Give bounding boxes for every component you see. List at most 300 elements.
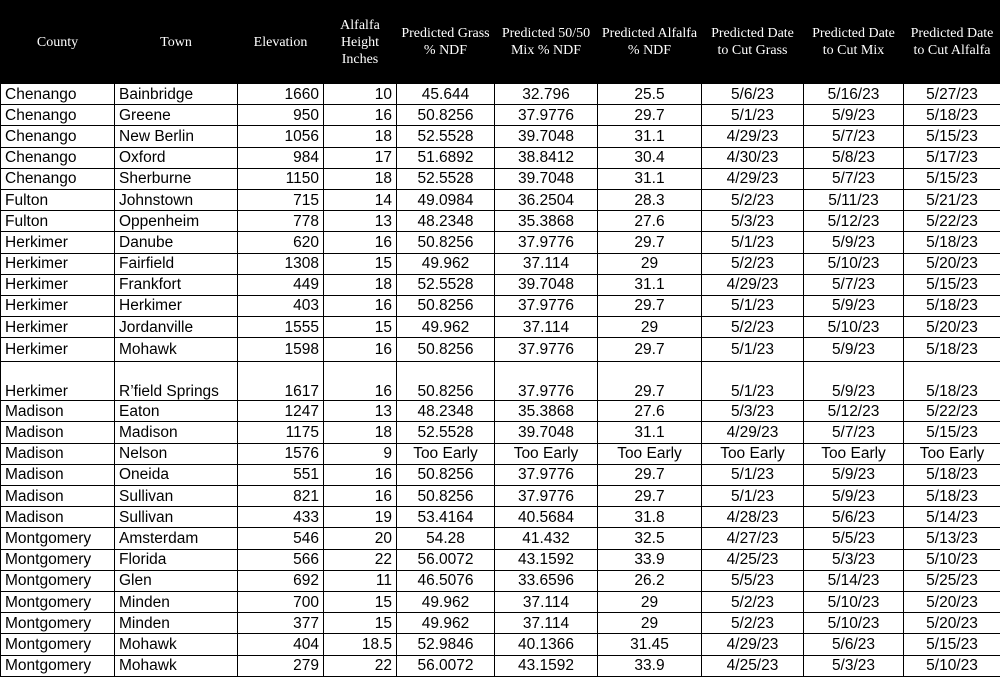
cell-county: Herkimer (1, 338, 115, 362)
cell-alfalfa-height: 18 (324, 274, 397, 295)
cell-elevation: 950 (238, 105, 324, 126)
cell-date-mix: 5/10/23 (804, 613, 904, 634)
cell-date-mix: 5/14/23 (804, 570, 904, 591)
cell-county: Madison (1, 486, 115, 507)
cell-date-alfalfa: 5/27/23 (904, 84, 1000, 105)
cell-date-grass: 4/27/23 (702, 528, 804, 549)
cell-town: Nelson (115, 443, 238, 464)
cell-elevation: 1150 (238, 168, 324, 189)
cell-mix-ndf: 37.114 (495, 317, 598, 338)
cell-mix-ndf: 39.7048 (495, 422, 598, 443)
cell-town: Herkimer (115, 295, 238, 316)
cell-date-alfalfa: 5/20/23 (904, 317, 1000, 338)
cell-date-grass: 4/25/23 (702, 549, 804, 570)
cell-alfalfa-ndf: 29.7 (598, 486, 702, 507)
cell-date-mix: 5/8/23 (804, 147, 904, 168)
cell-date-alfalfa: 5/10/23 (904, 549, 1000, 570)
cell-alfalfa-ndf: 31.1 (598, 274, 702, 295)
cell-alfalfa-height: 18 (324, 422, 397, 443)
cell-date-grass: 5/2/23 (702, 189, 804, 210)
header-date-grass: Predicted Date to Cut Grass (702, 1, 804, 84)
cell-mix-ndf: 37.114 (495, 253, 598, 274)
cell-county: Montgomery (1, 549, 115, 570)
cell-date-grass: 5/1/23 (702, 232, 804, 253)
cell-county: Herkimer (1, 362, 115, 401)
cell-grass-ndf: 49.962 (397, 613, 495, 634)
cell-grass-ndf: 50.8256 (397, 362, 495, 401)
cell-mix-ndf: 39.7048 (495, 168, 598, 189)
cell-mix-ndf: 37.9776 (495, 105, 598, 126)
cell-elevation: 404 (238, 634, 324, 655)
cell-town: Minden (115, 591, 238, 612)
cell-alfalfa-ndf: 25.5 (598, 84, 702, 105)
cell-town: Mohawk (115, 634, 238, 655)
cell-county: Fulton (1, 189, 115, 210)
cell-date-grass: 4/29/23 (702, 634, 804, 655)
table-row (1, 422, 1000, 443)
cell-alfalfa-height: 14 (324, 189, 397, 210)
cell-date-grass: 4/28/23 (702, 507, 804, 528)
cell-town: Oxford (115, 147, 238, 168)
cell-date-alfalfa: 5/18/23 (904, 338, 1000, 362)
cell-date-mix: 5/6/23 (804, 507, 904, 528)
cell-alfalfa-ndf: 27.6 (598, 401, 702, 422)
table-row (1, 253, 1000, 274)
table-row (1, 443, 1000, 464)
cell-elevation: 1598 (238, 338, 324, 362)
cell-town: Amsterdam (115, 528, 238, 549)
table-row (1, 613, 1000, 634)
cell-grass-ndf: 50.8256 (397, 232, 495, 253)
table-row (1, 147, 1000, 168)
cell-grass-ndf: 49.0984 (397, 189, 495, 210)
table-body (1, 84, 1000, 677)
cell-mix-ndf: 39.7048 (495, 274, 598, 295)
cell-alfalfa-height: 13 (324, 401, 397, 422)
cell-alfalfa-ndf: 31.8 (598, 507, 702, 528)
cell-date-grass: 5/1/23 (702, 362, 804, 401)
cell-elevation: 1056 (238, 126, 324, 147)
cell-county: Madison (1, 464, 115, 485)
header-elevation: Elevation (238, 1, 324, 84)
cell-elevation: 551 (238, 464, 324, 485)
cell-alfalfa-ndf: 31.1 (598, 168, 702, 189)
cell-date-alfalfa: 5/18/23 (904, 486, 1000, 507)
cell-date-grass: 5/1/23 (702, 105, 804, 126)
cell-alfalfa-height: 16 (324, 105, 397, 126)
cell-town: Danube (115, 232, 238, 253)
header-date-alfalfa: Predicted Date to Cut Alfalfa (904, 1, 1000, 84)
cell-town: Bainbridge (115, 84, 238, 105)
cell-date-mix: 5/10/23 (804, 591, 904, 612)
cell-elevation: 449 (238, 274, 324, 295)
cell-grass-ndf: 54.28 (397, 528, 495, 549)
cell-mix-ndf: 40.1366 (495, 634, 598, 655)
cell-date-mix: 5/9/23 (804, 105, 904, 126)
cell-mix-ndf: 39.7048 (495, 126, 598, 147)
cell-grass-ndf: 49.962 (397, 591, 495, 612)
table-row (1, 338, 1000, 362)
cell-elevation: 1175 (238, 422, 324, 443)
table-row (1, 232, 1000, 253)
cell-date-grass: 5/2/23 (702, 591, 804, 612)
cell-elevation: 715 (238, 189, 324, 210)
cell-date-grass: 5/5/23 (702, 570, 804, 591)
header-alfalfa-height: Alfalfa Height Inches (324, 1, 397, 84)
cell-alfalfa-ndf: Too Early (598, 443, 702, 464)
cell-town: Mohawk (115, 338, 238, 362)
table-row (1, 317, 1000, 338)
table-row (1, 189, 1000, 210)
cell-county: Madison (1, 422, 115, 443)
cell-mix-ndf: 36.2504 (495, 189, 598, 210)
cell-alfalfa-height: 15 (324, 613, 397, 634)
cell-grass-ndf: 52.5528 (397, 422, 495, 443)
cell-date-alfalfa: 5/15/23 (904, 422, 1000, 443)
cell-date-grass: 5/1/23 (702, 486, 804, 507)
header-mix-ndf: Predicted 50/50 Mix % NDF (495, 1, 598, 84)
cell-grass-ndf: 46.5076 (397, 570, 495, 591)
cell-grass-ndf: 50.8256 (397, 295, 495, 316)
cell-alfalfa-height: 22 (324, 655, 397, 676)
cell-county: Montgomery (1, 634, 115, 655)
cell-date-mix: 5/7/23 (804, 168, 904, 189)
cell-county: Chenango (1, 126, 115, 147)
cell-alfalfa-ndf: 29 (598, 613, 702, 634)
cell-elevation: 546 (238, 528, 324, 549)
cell-date-alfalfa: 5/20/23 (904, 613, 1000, 634)
cell-alfalfa-height: 15 (324, 591, 397, 612)
cell-elevation: 403 (238, 295, 324, 316)
cell-town: Oppenheim (115, 211, 238, 232)
cell-date-grass: 4/30/23 (702, 147, 804, 168)
cell-elevation: 433 (238, 507, 324, 528)
cell-alfalfa-height: 16 (324, 362, 397, 401)
cell-alfalfa-ndf: 27.6 (598, 211, 702, 232)
cell-alfalfa-ndf: 29.7 (598, 338, 702, 362)
cell-date-alfalfa: 5/15/23 (904, 274, 1000, 295)
cell-date-mix: 5/9/23 (804, 295, 904, 316)
cell-county: Chenango (1, 84, 115, 105)
cell-date-grass: 4/29/23 (702, 422, 804, 443)
cell-county: Chenango (1, 147, 115, 168)
cell-alfalfa-ndf: 29 (598, 591, 702, 612)
cell-town: Greene (115, 105, 238, 126)
cell-elevation: 1576 (238, 443, 324, 464)
cell-county: Herkimer (1, 274, 115, 295)
cell-date-grass: 5/2/23 (702, 317, 804, 338)
cell-mix-ndf: 37.9776 (495, 232, 598, 253)
cell-county: Herkimer (1, 253, 115, 274)
cell-grass-ndf: 50.8256 (397, 105, 495, 126)
cell-town: R’field Springs (115, 362, 238, 401)
cell-town: Frankfort (115, 274, 238, 295)
cell-date-grass: 4/25/23 (702, 655, 804, 676)
cell-grass-ndf: 56.0072 (397, 549, 495, 570)
cell-county: Madison (1, 443, 115, 464)
cell-grass-ndf: 52.5528 (397, 274, 495, 295)
cell-date-mix: 5/9/23 (804, 338, 904, 362)
cell-alfalfa-ndf: 29 (598, 317, 702, 338)
cell-elevation: 692 (238, 570, 324, 591)
table-row (1, 528, 1000, 549)
cell-town: Glen (115, 570, 238, 591)
cell-alfalfa-ndf: 29.7 (598, 295, 702, 316)
cell-alfalfa-ndf: 28.3 (598, 189, 702, 210)
cell-town: Jordanville (115, 317, 238, 338)
cell-date-mix: 5/16/23 (804, 84, 904, 105)
cell-alfalfa-height: 18 (324, 126, 397, 147)
cell-date-alfalfa: 5/20/23 (904, 591, 1000, 612)
cell-date-mix: 5/10/23 (804, 317, 904, 338)
cell-alfalfa-height: 9 (324, 443, 397, 464)
cell-elevation: 377 (238, 613, 324, 634)
cell-town: Minden (115, 613, 238, 634)
cell-alfalfa-height: 19 (324, 507, 397, 528)
cell-grass-ndf: 53.4164 (397, 507, 495, 528)
table-row (1, 168, 1000, 189)
cell-date-mix: 5/3/23 (804, 655, 904, 676)
cell-alfalfa-ndf: 29.7 (598, 464, 702, 485)
cell-alfalfa-ndf: 31.1 (598, 422, 702, 443)
cell-mix-ndf: 32.796 (495, 84, 598, 105)
cell-elevation: 566 (238, 549, 324, 570)
header-alfalfa-ndf: Predicted Alfalfa % NDF (598, 1, 702, 84)
cell-mix-ndf: 35.3868 (495, 211, 598, 232)
cell-date-mix: 5/7/23 (804, 422, 904, 443)
header-county: County (1, 1, 115, 84)
cell-alfalfa-ndf: 33.9 (598, 549, 702, 570)
cell-town: Sherburne (115, 168, 238, 189)
cell-county: Madison (1, 401, 115, 422)
cell-mix-ndf: 37.114 (495, 613, 598, 634)
cell-date-alfalfa: Too Early (904, 443, 1000, 464)
cell-elevation: 821 (238, 486, 324, 507)
cell-grass-ndf: 49.962 (397, 253, 495, 274)
cell-date-alfalfa: 5/25/23 (904, 570, 1000, 591)
cell-date-alfalfa: 5/18/23 (904, 105, 1000, 126)
cell-mix-ndf: 35.3868 (495, 401, 598, 422)
cell-county: Montgomery (1, 528, 115, 549)
cell-grass-ndf: Too Early (397, 443, 495, 464)
cell-date-mix: 5/3/23 (804, 549, 904, 570)
cell-date-mix: 5/9/23 (804, 362, 904, 401)
cell-mix-ndf: Too Early (495, 443, 598, 464)
cell-date-alfalfa: 5/13/23 (904, 528, 1000, 549)
header-row (1, 1, 1000, 84)
cell-town: New Berlin (115, 126, 238, 147)
cell-date-grass: 4/29/23 (702, 274, 804, 295)
cell-town: Sullivan (115, 507, 238, 528)
cell-alfalfa-ndf: 26.2 (598, 570, 702, 591)
table-row (1, 486, 1000, 507)
cell-county: Herkimer (1, 317, 115, 338)
cell-alfalfa-ndf: 29.7 (598, 105, 702, 126)
cell-date-alfalfa: 5/18/23 (904, 464, 1000, 485)
cell-grass-ndf: 52.9846 (397, 634, 495, 655)
cell-county: Montgomery (1, 613, 115, 634)
cell-elevation: 700 (238, 591, 324, 612)
cell-elevation: 1617 (238, 362, 324, 401)
cell-alfalfa-height: 16 (324, 464, 397, 485)
cell-mix-ndf: 41.432 (495, 528, 598, 549)
cell-date-alfalfa: 5/17/23 (904, 147, 1000, 168)
cell-date-mix: 5/9/23 (804, 464, 904, 485)
cell-town: Florida (115, 549, 238, 570)
cell-elevation: 1660 (238, 84, 324, 105)
cell-date-grass: 5/2/23 (702, 613, 804, 634)
table-row (1, 549, 1000, 570)
cell-alfalfa-height: 16 (324, 232, 397, 253)
cell-mix-ndf: 43.1592 (495, 549, 598, 570)
cell-grass-ndf: 50.8256 (397, 464, 495, 485)
cell-county: Herkimer (1, 232, 115, 253)
cell-date-alfalfa: 5/21/23 (904, 189, 1000, 210)
cell-alfalfa-ndf: 31.1 (598, 126, 702, 147)
cell-date-mix: 5/12/23 (804, 401, 904, 422)
cell-alfalfa-ndf: 30.4 (598, 147, 702, 168)
cell-county: Madison (1, 507, 115, 528)
table-row (1, 295, 1000, 316)
cell-date-mix: 5/9/23 (804, 486, 904, 507)
cell-alfalfa-height: 10 (324, 84, 397, 105)
cell-date-grass: 5/1/23 (702, 338, 804, 362)
header-town: Town (115, 1, 238, 84)
cell-date-mix: 5/11/23 (804, 189, 904, 210)
cell-date-grass: 5/1/23 (702, 464, 804, 485)
cell-mix-ndf: 43.1592 (495, 655, 598, 676)
cell-date-mix: 5/7/23 (804, 126, 904, 147)
table-row (1, 362, 1000, 401)
cell-mix-ndf: 38.8412 (495, 147, 598, 168)
cell-date-alfalfa: 5/20/23 (904, 253, 1000, 274)
cell-date-alfalfa: 5/22/23 (904, 401, 1000, 422)
cell-date-alfalfa: 5/14/23 (904, 507, 1000, 528)
cell-town: Fairfield (115, 253, 238, 274)
cell-town: Johnstown (115, 189, 238, 210)
cell-date-mix: 5/7/23 (804, 274, 904, 295)
cell-elevation: 1555 (238, 317, 324, 338)
cell-alfalfa-height: 20 (324, 528, 397, 549)
cell-date-grass: 4/29/23 (702, 168, 804, 189)
cell-elevation: 620 (238, 232, 324, 253)
cell-date-alfalfa: 5/18/23 (904, 232, 1000, 253)
cell-date-grass: 5/1/23 (702, 295, 804, 316)
cell-town: Mohawk (115, 655, 238, 676)
table-row (1, 570, 1000, 591)
cell-alfalfa-height: 18.5 (324, 634, 397, 655)
cell-elevation: 778 (238, 211, 324, 232)
cell-date-mix: 5/5/23 (804, 528, 904, 549)
cell-grass-ndf: 45.644 (397, 84, 495, 105)
cell-date-grass: Too Early (702, 443, 804, 464)
cell-elevation: 1308 (238, 253, 324, 274)
cell-date-mix: 5/9/23 (804, 232, 904, 253)
cell-date-mix: 5/6/23 (804, 634, 904, 655)
cell-county: Montgomery (1, 655, 115, 676)
cell-elevation: 1247 (238, 401, 324, 422)
cell-elevation: 984 (238, 147, 324, 168)
cell-date-alfalfa: 5/15/23 (904, 126, 1000, 147)
table-row (1, 401, 1000, 422)
cell-town: Madison (115, 422, 238, 443)
cell-date-grass: 5/6/23 (702, 84, 804, 105)
cell-alfalfa-height: 15 (324, 253, 397, 274)
cell-county: Fulton (1, 211, 115, 232)
cell-date-mix: 5/10/23 (804, 253, 904, 274)
cell-grass-ndf: 50.8256 (397, 338, 495, 362)
cell-date-grass: 5/3/23 (702, 401, 804, 422)
cell-county: Montgomery (1, 570, 115, 591)
cell-date-alfalfa: 5/22/23 (904, 211, 1000, 232)
cell-alfalfa-height: 17 (324, 147, 397, 168)
cell-county: Montgomery (1, 591, 115, 612)
cell-date-mix: 5/12/23 (804, 211, 904, 232)
cell-town: Eaton (115, 401, 238, 422)
cell-date-mix: Too Early (804, 443, 904, 464)
table-row (1, 211, 1000, 232)
cell-date-grass: 4/29/23 (702, 126, 804, 147)
cell-mix-ndf: 37.9776 (495, 464, 598, 485)
cell-town: Sullivan (115, 486, 238, 507)
table-row (1, 591, 1000, 612)
cell-alfalfa-ndf: 31.45 (598, 634, 702, 655)
table-row (1, 464, 1000, 485)
table-row (1, 274, 1000, 295)
cell-mix-ndf: 33.6596 (495, 570, 598, 591)
cell-alfalfa-ndf: 33.9 (598, 655, 702, 676)
cell-mix-ndf: 37.9776 (495, 362, 598, 401)
table-row (1, 84, 1000, 105)
table-row (1, 507, 1000, 528)
cell-date-grass: 5/2/23 (702, 253, 804, 274)
cell-grass-ndf: 52.5528 (397, 126, 495, 147)
cell-grass-ndf: 48.2348 (397, 401, 495, 422)
cell-grass-ndf: 50.8256 (397, 486, 495, 507)
cell-date-grass: 5/3/23 (702, 211, 804, 232)
header-date-mix: Predicted Date to Cut Mix (804, 1, 904, 84)
cell-mix-ndf: 37.9776 (495, 338, 598, 362)
cell-alfalfa-height: 15 (324, 317, 397, 338)
cell-alfalfa-ndf: 29.7 (598, 232, 702, 253)
cell-alfalfa-height: 16 (324, 338, 397, 362)
table-row (1, 655, 1000, 676)
cell-alfalfa-height: 22 (324, 549, 397, 570)
cell-grass-ndf: 52.5528 (397, 168, 495, 189)
cell-mix-ndf: 37.9776 (495, 486, 598, 507)
cell-alfalfa-height: 16 (324, 295, 397, 316)
cell-elevation: 279 (238, 655, 324, 676)
cell-date-alfalfa: 5/18/23 (904, 295, 1000, 316)
cell-mix-ndf: 37.114 (495, 591, 598, 612)
cell-date-alfalfa: 5/15/23 (904, 168, 1000, 189)
header-grass-ndf: Predicted Grass % NDF (397, 1, 495, 84)
cell-grass-ndf: 51.6892 (397, 147, 495, 168)
cell-alfalfa-ndf: 29 (598, 253, 702, 274)
cell-grass-ndf: 56.0072 (397, 655, 495, 676)
cell-grass-ndf: 48.2348 (397, 211, 495, 232)
table-row (1, 105, 1000, 126)
cell-county: Herkimer (1, 295, 115, 316)
cell-date-alfalfa: 5/18/23 (904, 362, 1000, 401)
cell-county: Chenango (1, 168, 115, 189)
cell-mix-ndf: 37.9776 (495, 295, 598, 316)
cell-alfalfa-ndf: 29.7 (598, 362, 702, 401)
cell-date-alfalfa: 5/10/23 (904, 655, 1000, 676)
table-row (1, 126, 1000, 147)
cell-town: Oneida (115, 464, 238, 485)
table-row (1, 634, 1000, 655)
